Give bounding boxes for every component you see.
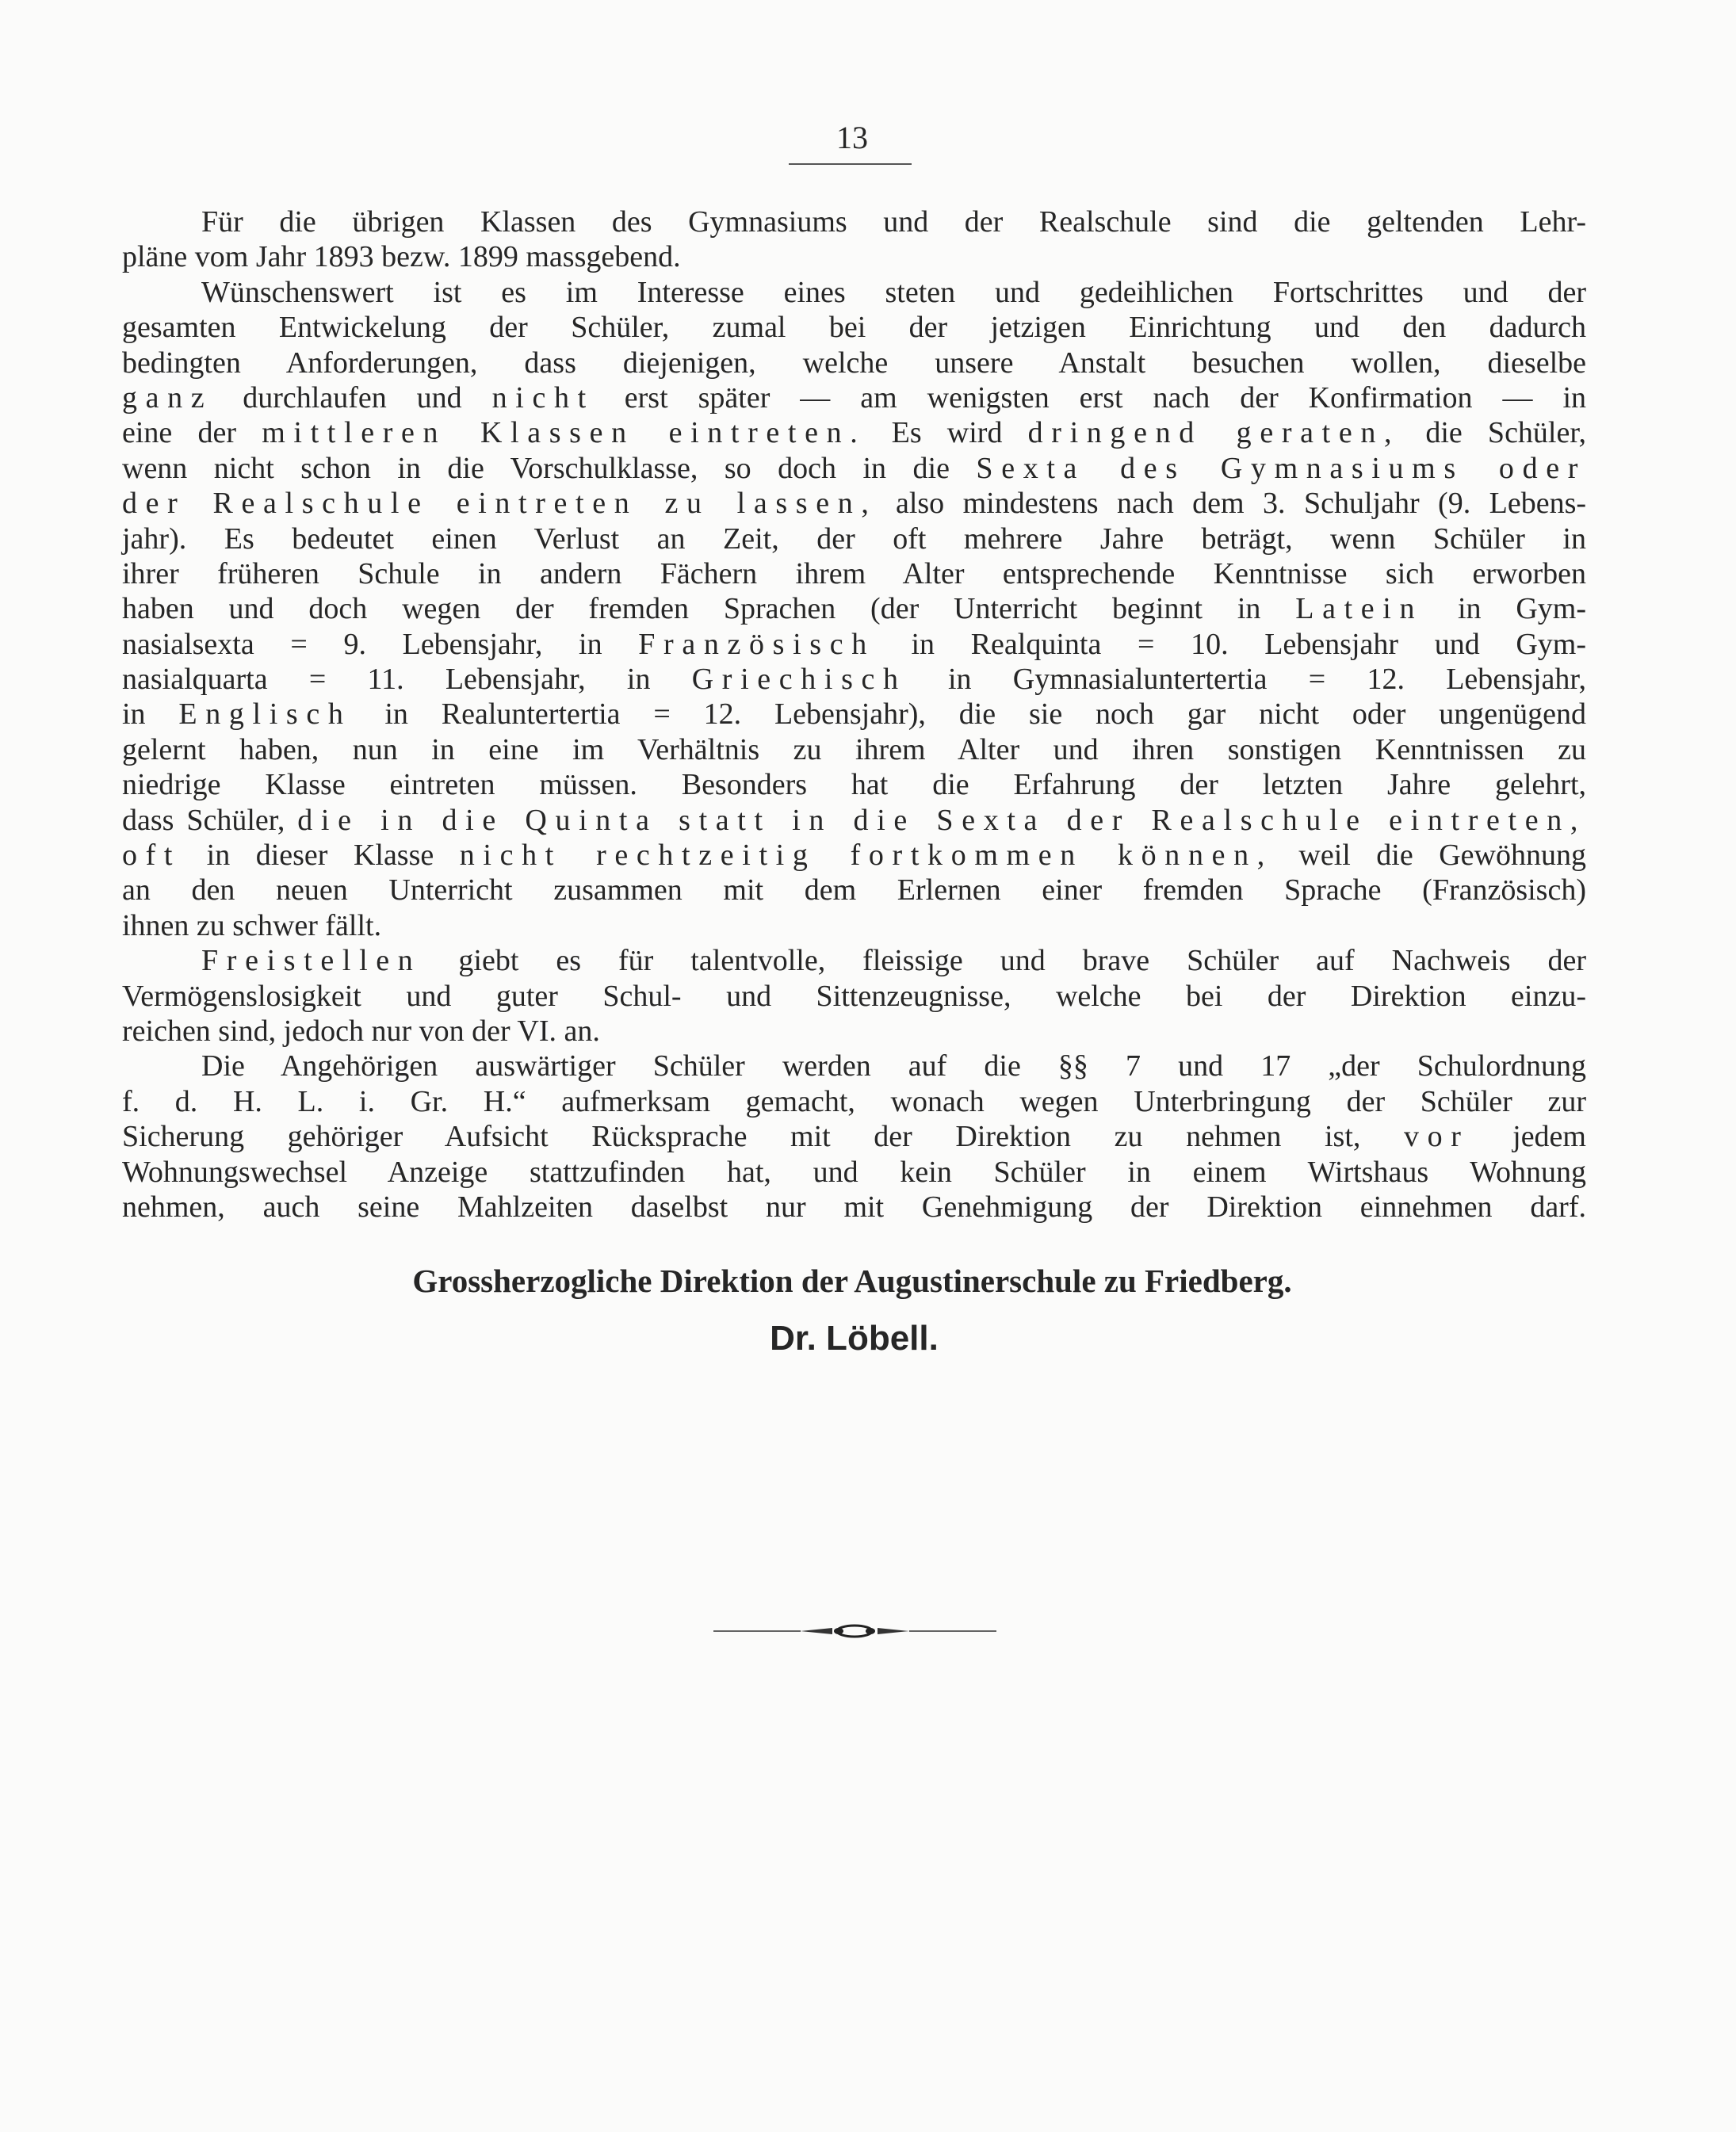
spaced-emphasis: Griechisch: [691, 663, 907, 697]
text-segment: gesamten Entwickelung der Schüler, zumal bei der jetzigen Einrichtung und den dadurch: [122, 311, 1586, 345]
text-segment: Sicherung gehöriger Aufsicht Rücksprache mit der Direktion zu nehmen ist,: [122, 1120, 1404, 1154]
text-line: [122, 1014, 1586, 1049]
text-segment: durchlaufen und: [212, 380, 492, 415]
text-line: [122, 1155, 1586, 1190]
text-segment: f. d. H. L. i. Gr. H.“ aufmerksam gemacht, wonach wegen Unterbringung der Schüler zur: [122, 1084, 1586, 1118]
text-line: [122, 627, 1586, 662]
text-segment: in Realuntertertia = 12. Lebensjahr), die sie noch gar nicht oder ungenügend: [351, 697, 1587, 732]
text-line: [122, 979, 1586, 1014]
text-segment: ihnen zu schwer fällt.: [122, 908, 382, 942]
text-line: [122, 1084, 1586, 1119]
text-segment: Für die übrigen Klassen des Gymnasiums und der Realschule sind die geltenden Lehr-: [201, 205, 1586, 239]
text-line: [122, 1049, 1586, 1083]
spaced-emphasis: dringend geraten,: [1027, 416, 1401, 450]
text-segment: jahr). Es bedeutet einen Verlust an Zeit, der oft mehrere Jahre beträgt, wenn Schüler in: [122, 522, 1586, 556]
text-line: [122, 310, 1586, 345]
text-segment: ihrer früheren Schule in andern Fächern ihrem Alter entsprechende Kenntnisse sich erworben: [122, 556, 1586, 590]
text-segment: haben und doch wegen der fremden Sprachen (der Unterricht beginnt in: [122, 592, 1296, 626]
page-number: 13: [836, 120, 868, 155]
text-line: [122, 451, 1586, 486]
body-text: [122, 204, 1586, 1225]
text-segment: nasialquarta = 11. Lebensjahr, in: [122, 663, 692, 697]
spaced-emphasis: nicht rechtzeitig fortkommen können,: [459, 839, 1273, 873]
text-segment: in Gymnasialuntertertia = 12. Lebensjahr,: [906, 663, 1586, 697]
text-line: [122, 239, 1586, 274]
text-segment: in dieser Klasse: [181, 839, 460, 873]
signature-institution: Grossherzogliche Direktion der Augustinerschule zu Friedberg.: [412, 1263, 1292, 1299]
text-line: [122, 486, 1586, 521]
text-segment: jedem: [1469, 1120, 1586, 1154]
spaced-emphasis: Französisch: [638, 627, 875, 661]
text-line: [122, 662, 1586, 697]
signature-name: Dr. Löbell.: [770, 1319, 939, 1358]
text-segment: Wohnungswechsel Anzeige stattzufinden hat, und kein Schüler in einem Wirtshaus Wohnung: [122, 1155, 1586, 1189]
text-line: [122, 767, 1586, 802]
spaced-emphasis: Sexta des Gymnasiums oder: [976, 451, 1587, 485]
text-segment: bedingten Anforderungen, dass diejenigen, welche unsere Anstalt besuchen wollen, dieselbe: [122, 346, 1586, 380]
text-line: [122, 415, 1586, 450]
text-line: [122, 204, 1586, 239]
text-line: [122, 803, 1586, 838]
text-segment: erst später — am wenigsten erst nach der Konfirmation — in: [594, 380, 1586, 415]
text-segment: eine der: [122, 416, 262, 450]
spaced-emphasis: mittleren Klassen eintreten.: [262, 416, 866, 450]
text-line: [122, 697, 1586, 732]
text-line: [122, 591, 1586, 626]
text-segment: niedrige Klasse eintreten müssen. Besonders hat die Erfahrung der letzten Jahre gelehrt,: [122, 768, 1586, 802]
text-segment: in: [122, 697, 179, 732]
spaced-emphasis: ganz: [122, 380, 213, 415]
text-line: [122, 556, 1586, 591]
text-line: [122, 1119, 1586, 1154]
text-segment: Vermögenslosigkeit und guter Schul- und Sittenzeugnisse, welche bei der Direktion einzu-: [122, 979, 1586, 1013]
text-line: [122, 275, 1586, 310]
text-segment: pläne vom Jahr 1893 bezw. 1899 massgebend.: [122, 240, 681, 274]
text-segment: Es wird: [866, 416, 1028, 450]
spaced-emphasis: Freistellen: [201, 944, 422, 978]
text-segment: an den neuen Unterricht zusammen mit dem Erlernen einer fremden Sprache (Französisch): [122, 873, 1586, 907]
page-number-rule: [789, 163, 912, 165]
text-segment: also mindestens nach dem 3. Schuljahr (9. Lebens-: [877, 487, 1587, 521]
text-line: [122, 522, 1586, 556]
ornament-divider-icon: [713, 1622, 996, 1641]
text-segment: Wünschenswert ist es im Interesse eines steten und gedeihlichen Fortschrittes und der: [201, 275, 1586, 309]
spaced-emphasis: Englisch: [178, 697, 352, 732]
text-segment: weil die Gewöhnung: [1272, 839, 1586, 873]
text-segment: dass Schüler,: [122, 803, 298, 837]
text-line: [122, 380, 1586, 415]
text-segment: in Realquinta = 10. Lebensjahr und Gym-: [874, 627, 1586, 661]
text-line: [122, 732, 1586, 767]
text-line: [122, 838, 1586, 873]
text-segment: gelernt haben, nun in eine im Verhältnis zu ihrem Alter und ihren sonstigen Kenntnissen zu: [122, 732, 1586, 766]
spaced-emphasis: oft: [122, 839, 182, 873]
text-line: [122, 346, 1586, 380]
spaced-emphasis: vor: [1403, 1120, 1470, 1154]
text-segment: nehmen, auch seine Mahlzeiten daselbst nur mit Genehmigung der Direktion einnehmen darf.: [122, 1190, 1586, 1224]
text-segment: giebt es für talentvolle, fleissige und brave Schüler auf Nachweis der: [421, 944, 1586, 978]
spaced-emphasis: der Realschule eintreten zu lassen,: [122, 487, 878, 521]
text-segment: wenn nicht schon in die Vorschulklasse, so doch in die: [122, 451, 977, 485]
spaced-emphasis: Latein: [1295, 592, 1424, 626]
text-segment: nasialsexta = 9. Lebensjahr, in: [122, 627, 639, 661]
spaced-emphasis: die in die Quinta statt in die Sexta der Realschule eintreten,: [297, 803, 1586, 837]
text-segment: reichen sind, jedoch nur von der VI. an.: [122, 1014, 600, 1048]
text-line: [122, 908, 1586, 943]
text-segment: die Schüler,: [1400, 416, 1586, 450]
text-line: [122, 873, 1586, 907]
text-line: [122, 943, 1586, 978]
text-line: [122, 1190, 1586, 1225]
spaced-emphasis: nicht: [491, 380, 595, 415]
text-segment: Die Angehörigen auswärtiger Schüler werden auf die §§ 7 und 17 „der Schulordnung: [201, 1049, 1586, 1083]
text-segment: in Gym-: [1423, 592, 1587, 626]
